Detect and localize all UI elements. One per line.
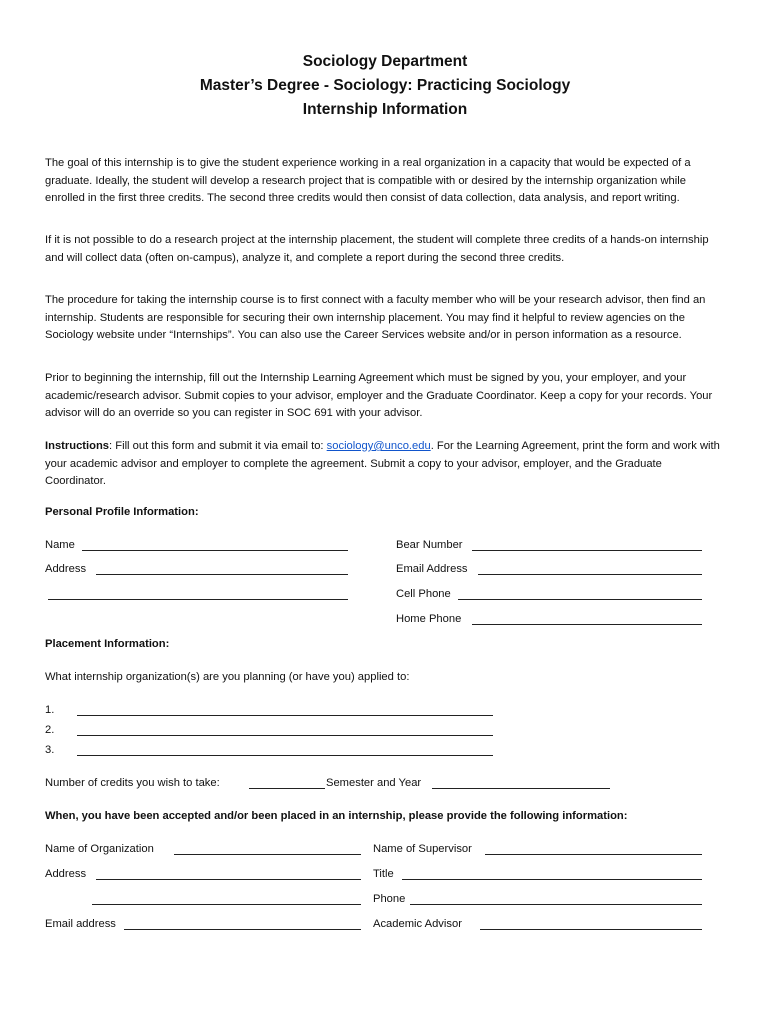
supervisor-phone-field[interactable] [410, 904, 702, 905]
list-item-number: 1. [45, 704, 55, 716]
goal-paragraph: The goal of this internship is to give the student experience working in a real organization in a capacity that would be expected of a graduate. Ideally, the student will develop a research project that is compatible with or desired by the internship organization while enrolled in the first three credits. The second three credits would then consist of data collection, data analysis, and report writing. [45, 157, 691, 204]
organization-name-label: Name of Organization [45, 843, 154, 855]
address-label: Address [45, 563, 87, 575]
organization-address-label: Address [45, 868, 87, 880]
personal-profile-heading: Personal Profile Information: [45, 506, 199, 518]
name-label: Name [45, 539, 75, 551]
list-item-number: 2. [45, 724, 55, 736]
cell-phone-field[interactable] [458, 599, 702, 600]
semester-year-field[interactable] [432, 788, 610, 789]
agreement-paragraph: Prior to beginning the internship, fill out the Internship Learning Agreement which must be signed by you, your employer, and your academic/research advisor. Submit copies to your advisor, employer and the Graduate Coordinator. Keep a copy for your records. Your advisor will do an override so you can register in SOC 691 with your advisor. [45, 372, 713, 419]
organization-field-2[interactable] [77, 735, 493, 736]
supervisor-title-label: Title [373, 868, 394, 880]
academic-advisor-field[interactable] [480, 929, 702, 930]
bear-number-field[interactable] [472, 550, 702, 551]
supervisor-phone-label: Phone [373, 893, 406, 905]
placement-question: What internship organization(s) are you planning (or have you) applied to: [45, 671, 410, 683]
list-item-number: 3. [45, 744, 55, 756]
credits-label: Number of credits you wish to take: [45, 777, 220, 789]
organization-field-1[interactable] [77, 715, 493, 716]
document-title: Internship Information [302, 101, 468, 118]
organization-address-field[interactable] [96, 879, 361, 880]
organization-address-line-2-field[interactable] [92, 904, 361, 905]
email-address-field[interactable] [478, 574, 702, 575]
alternative-paragraph: If it is not possible to do a research project at the internship placement, the student will complete three credits of a hands-on internship and will collect data (often on-campus), analyze it, and complete a report during the second three credits. [45, 234, 709, 264]
instructions-label: Instructions [45, 440, 110, 452]
organization-email-field[interactable] [124, 929, 361, 930]
email-address-label: Email Address [396, 563, 468, 575]
supervisor-name-field[interactable] [485, 854, 702, 855]
placement-heading: Placement Information: [45, 638, 170, 650]
home-phone-label: Home Phone [396, 613, 462, 625]
bear-number-label: Bear Number [396, 539, 463, 551]
contact-email-link[interactable]: sociology@unco.edu [326, 440, 431, 452]
address-field[interactable] [96, 574, 348, 575]
program-title: Master’s Degree - Sociology: Practicing Sociology [199, 77, 571, 94]
semester-year-label: Semester and Year [326, 777, 422, 789]
home-phone-field[interactable] [472, 624, 702, 625]
organization-name-field[interactable] [174, 854, 361, 855]
procedure-paragraph: The procedure for taking the internship course is to first connect with a faculty member who will be your research advisor, then find an internship. Students are responsible for securing their own internship placement. You may find it helpful to review agencies on the Sociology website under “Internships”. You can also use the Career Services website and/or in person information as a resource. [45, 294, 706, 341]
instructions-paragraph [45, 438, 725, 491]
instructions-text-2: . For the Learning Agreement, print the form and work with your academic advisor and employer to complete the agreement. Submit a copy to your advisor, employer, and the Graduate Coordinator. [45, 440, 720, 487]
name-field[interactable] [82, 550, 348, 551]
academic-advisor-label: Academic Advisor [373, 918, 462, 930]
address-line-2-field[interactable] [48, 599, 348, 600]
credits-field[interactable] [249, 788, 325, 789]
cell-phone-label: Cell Phone [396, 588, 451, 600]
placement-details-heading: When, you have been accepted and/or been placed in an internship, please provide the following information: [45, 810, 628, 822]
organization-email-label: Email address [45, 918, 116, 930]
department-title: Sociology Department [302, 53, 468, 70]
instructions-text-1: : Fill out this form and submit it via email to: [109, 440, 327, 452]
document-header [0, 50, 770, 122]
supervisor-title-field[interactable] [402, 879, 702, 880]
supervisor-name-label: Name of Supervisor [373, 843, 472, 855]
organization-field-3[interactable] [77, 755, 493, 756]
